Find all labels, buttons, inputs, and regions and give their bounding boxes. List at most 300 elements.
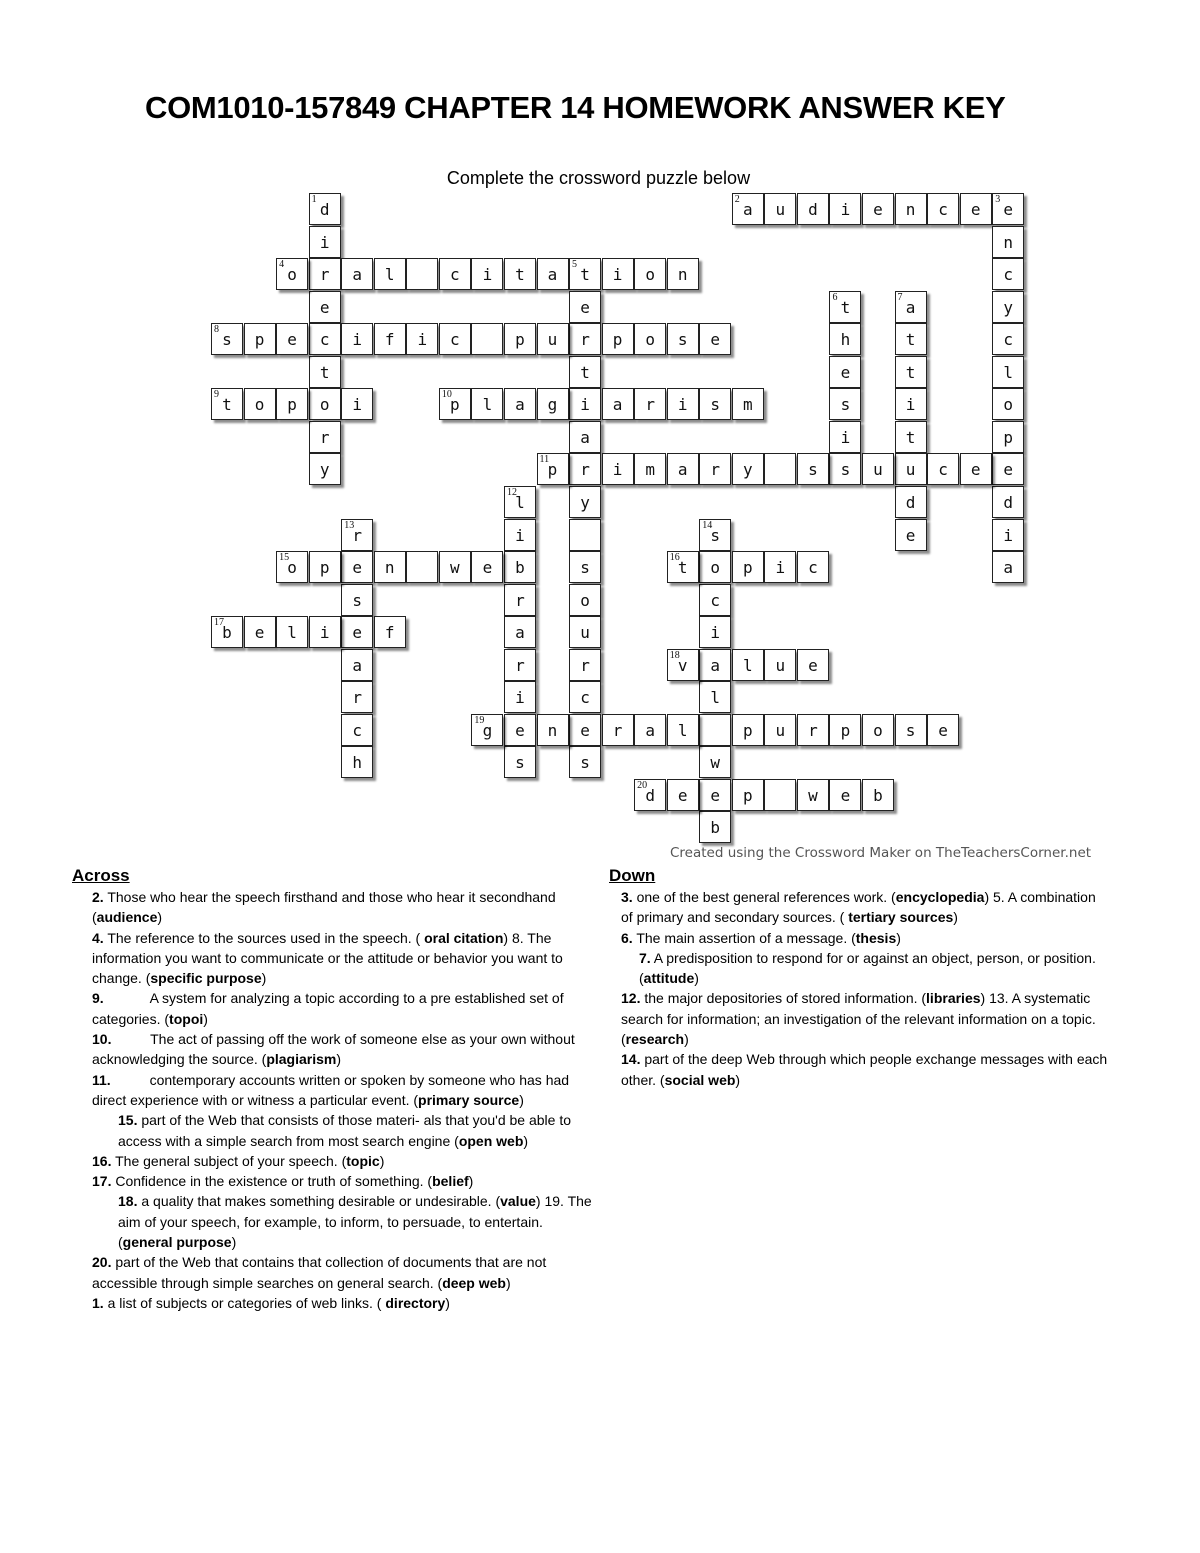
cell-letter: o [287, 265, 297, 285]
grid-cell [895, 519, 927, 551]
grid-cell [992, 551, 1024, 583]
cell-letter: i [612, 265, 623, 285]
cell-letter: i [677, 395, 688, 415]
grid-cell [895, 421, 927, 453]
grid-cell [244, 616, 276, 648]
cell-letter: a [547, 265, 558, 285]
down-clues [609, 865, 1112, 1090]
grid-cell [374, 258, 406, 290]
grid-cell [895, 486, 927, 518]
grid-cell [602, 453, 634, 485]
cell-letter: u [775, 655, 786, 675]
cell-letter: u [775, 720, 786, 740]
cell-letter: o [873, 720, 883, 740]
grid-cell [569, 453, 601, 485]
cell-letter: i [482, 265, 493, 285]
clue-answer: thesis [855, 929, 897, 946]
clue-text: ) [336, 1051, 342, 1068]
clue-number: 6. [621, 929, 633, 946]
cell-letter: l [287, 623, 297, 643]
across-clue [72, 1191, 596, 1252]
grid-cell [406, 258, 438, 290]
cell-letter: p [287, 395, 297, 415]
cell-letter: s [515, 753, 525, 773]
grid-cell [341, 681, 373, 713]
clue-text: ) [203, 1010, 208, 1027]
grid-cell [309, 323, 341, 355]
across-clue [72, 887, 592, 928]
cell-letter: r [808, 720, 818, 740]
grid-cell [992, 258, 1024, 290]
cell-letter: n [1003, 232, 1013, 252]
cell-letter: p [254, 330, 265, 350]
clue-text: A predisposition to respond for or against an object, person, or position. ( [639, 949, 1100, 987]
cell-letter: c [319, 330, 330, 350]
cell-letter: i [905, 395, 916, 415]
cell-letter: p [612, 330, 623, 350]
grid-cell [634, 323, 666, 355]
cell-letter: s [352, 590, 362, 610]
credit-line: Created using the Crossword Maker on TheTeachersCorner.net [670, 845, 1092, 861]
grid-cell [699, 649, 731, 681]
grid-cell [764, 193, 796, 225]
grid-cell [537, 258, 569, 290]
cell-letter: d [1003, 492, 1013, 512]
cell-number: 5 [572, 259, 578, 271]
cell-number: 4 [279, 259, 285, 271]
grid-cell [276, 616, 308, 648]
grid-cell [439, 388, 471, 420]
grid-cell [797, 453, 829, 485]
cell-letter: e [352, 623, 362, 643]
cell-letter: t [515, 265, 525, 285]
down-clue-list [609, 887, 1112, 1090]
grid-cell [341, 323, 373, 355]
clue-text: ) [445, 1294, 450, 1311]
grid-cell [341, 714, 373, 746]
grid-cell [732, 779, 764, 811]
grid-cell [992, 486, 1024, 518]
grid-cell [797, 551, 829, 583]
grid-cell [699, 714, 731, 746]
grid-cell [341, 616, 373, 648]
cell-letter: d [808, 200, 818, 219]
clue-number: 7. [639, 949, 651, 966]
clue-number: 12. [621, 990, 641, 1007]
cell-letter: i [612, 460, 623, 480]
cell-letter: a [580, 427, 590, 447]
cell-letter: i [840, 427, 851, 447]
cell-letter: r [580, 460, 590, 480]
cell-letter: i [352, 395, 362, 415]
cell-letter: e [808, 655, 818, 675]
cell-number: 11 [539, 454, 550, 466]
grid-cell [992, 226, 1024, 258]
cell-letter: e [1003, 200, 1013, 219]
grid-cell [667, 714, 699, 746]
clue-text: the major depositories of stored information. ( [640, 990, 927, 1007]
cell-letter: t [905, 362, 916, 382]
grid-cell [927, 453, 959, 485]
grid-cell [797, 714, 829, 746]
cell-letter: e [970, 460, 981, 480]
cell-letter: n [677, 265, 688, 285]
grid-cell [569, 584, 601, 616]
clue-answer: specific purpose [150, 970, 262, 987]
cell-letter: y [1003, 297, 1013, 317]
grid-cell [244, 388, 276, 420]
grid-cell [341, 388, 373, 420]
cell-letter: l [677, 720, 688, 740]
grid-cell [895, 356, 927, 388]
clue-text: ) 5. A combination of primary and secondary sources. ( [621, 889, 1100, 926]
grid-cell [569, 551, 601, 583]
cell-letter: s [840, 395, 851, 415]
across-clue [72, 1029, 592, 1070]
grid-cell [699, 811, 731, 843]
grid-cell [471, 388, 503, 420]
cell-letter: l [482, 395, 493, 415]
cell-letter: g [547, 395, 558, 415]
cell-letter: e [482, 558, 493, 578]
clue-text: part of the deep Web through which people exchange messages with each other. ( [621, 1051, 1112, 1088]
grid-cell [439, 258, 471, 290]
cell-letter: v [677, 655, 688, 675]
grid-cell [829, 193, 861, 225]
grid-cell [699, 746, 731, 778]
clue-answer: primary source [418, 1091, 520, 1108]
clue-answer: topic [346, 1152, 380, 1169]
grid-cell [309, 388, 341, 420]
grid-cell [732, 193, 764, 225]
grid-cell [764, 779, 796, 811]
grid-cell [309, 551, 341, 583]
cell-letter: o [319, 395, 330, 415]
cell-letter: l [710, 688, 721, 708]
grid-cell [699, 388, 731, 420]
cell-letter: s [580, 753, 590, 773]
cell-letter: a [352, 265, 362, 285]
grid-cell [569, 714, 601, 746]
grid-cell [504, 323, 536, 355]
grid-cell [829, 356, 861, 388]
cell-letter: w [710, 753, 721, 773]
grid-cell [374, 323, 406, 355]
grid-cell [667, 258, 699, 290]
cell-letter: o [645, 265, 655, 285]
grid-cell [569, 323, 601, 355]
grid-cell [569, 258, 601, 290]
clue-number: 11. [92, 1071, 111, 1088]
across-clue [72, 1151, 592, 1171]
cell-letter: i [710, 623, 721, 643]
cell-letter: o [645, 330, 655, 350]
cell-number: 1 [311, 194, 317, 205]
cell-letter: b [710, 818, 721, 838]
grid-cell [537, 453, 569, 485]
grid-cell [504, 519, 536, 551]
cell-letter: c [938, 460, 948, 480]
cell-letter: s [808, 460, 818, 480]
down-clue [609, 1049, 1112, 1090]
grid-cell [699, 519, 731, 551]
clue-text: ) [735, 1071, 741, 1088]
cell-letter: l [384, 265, 395, 285]
clue-number: 20. [92, 1254, 112, 1271]
grid-cell [764, 551, 796, 583]
cell-letter: t [319, 362, 330, 382]
clue-answer: plagiarism [266, 1051, 337, 1068]
clue-answer: general purpose [122, 1234, 232, 1251]
grid-cell [895, 453, 927, 485]
cell-letter: n [547, 720, 558, 740]
cell-number: 10 [441, 389, 452, 401]
clue-text: ) [523, 1132, 529, 1149]
grid-cell [862, 779, 894, 811]
cell-letter: e [580, 297, 590, 317]
cell-letter: e [352, 558, 362, 578]
clue-number: 17. [92, 1173, 112, 1190]
grid-cell [211, 388, 243, 420]
grid-cell [471, 258, 503, 290]
cell-letter: e [287, 330, 297, 350]
clue-text: ) [953, 909, 958, 926]
cell-letter: t [222, 395, 232, 415]
clue-text: Those who hear the speech firsthand and those who hear it secondhand ( [92, 889, 560, 926]
grid-cell [829, 323, 861, 355]
clue-text: ) [157, 909, 163, 926]
grid-cell [992, 421, 1024, 453]
cell-letter: s [710, 395, 721, 415]
cell-letter: i [580, 395, 590, 415]
clue-number: 14. [621, 1051, 641, 1068]
clue-text: Confidence in the existence or truth of something. ( [111, 1173, 433, 1190]
grid-cell [797, 649, 829, 681]
grid-cell [504, 616, 536, 648]
grid-cell [374, 616, 406, 648]
cell-letter: c [808, 558, 818, 578]
cell-letter: i [352, 330, 362, 350]
grid-cell [569, 388, 601, 420]
cell-letter: e [580, 720, 590, 740]
grid-cell [829, 714, 861, 746]
cell-letter: c [710, 590, 721, 610]
cell-letter: e [254, 623, 265, 643]
cell-letter: u [905, 460, 916, 480]
cell-number: 14 [702, 519, 713, 531]
grid-cell [471, 323, 503, 355]
across-clue-list [72, 887, 596, 1313]
grid-cell [569, 649, 601, 681]
grid-cell [504, 258, 536, 290]
clue-answer: audience [96, 909, 158, 926]
clue-answer: social web [664, 1071, 736, 1088]
grid-cell [504, 714, 536, 746]
cell-letter: p [515, 330, 525, 350]
grid-cell [537, 323, 569, 355]
clue-text: part of the Web that consists of those materi- als that you'd be able to access with a simple search from most search engine ( [118, 1112, 575, 1149]
clue-number: 10. [92, 1031, 112, 1048]
grid-cell [276, 323, 308, 355]
cell-letter: e [515, 720, 525, 740]
grid-cell [927, 193, 959, 225]
cell-letter: r [352, 688, 362, 708]
grid-cell [960, 193, 992, 225]
cell-letter: r [580, 655, 590, 675]
down-clue [609, 887, 1109, 928]
cell-number: 15 [279, 552, 290, 564]
grid-cell [309, 356, 341, 388]
cell-letter: c [352, 720, 362, 740]
grid-cell [309, 258, 341, 290]
cell-letter: i [840, 200, 851, 219]
clue-text: A system for analyzing a topic according to a pre established set of categories. ( [92, 990, 568, 1027]
grid-cell [829, 291, 861, 323]
grid-cell [341, 519, 373, 551]
clue-text: a list of subjects or categories of web links. ( [103, 1294, 386, 1311]
cell-letter: y [742, 460, 753, 480]
cell-letter: t [905, 330, 916, 350]
grid-cell [244, 323, 276, 355]
cell-number: 16 [669, 552, 680, 564]
clue-text: ) [694, 970, 699, 987]
clue-text: ) 13. A systematic search for information; an investigation of the relevant information on a topic. ( [621, 990, 1100, 1048]
cell-letter: s [677, 330, 688, 350]
down-clue [609, 928, 1109, 948]
clue-answer: belief [432, 1173, 469, 1190]
cell-letter: t [580, 362, 590, 382]
cell-letter: n [905, 200, 916, 219]
grid-cell [895, 323, 927, 355]
cell-letter: g [482, 720, 493, 740]
cell-letter: c [580, 688, 590, 708]
cell-letter: w [808, 785, 818, 805]
grid-cell [309, 226, 341, 258]
grid-cell [797, 779, 829, 811]
cell-letter: a [905, 297, 916, 317]
clue-text: ) [505, 1274, 511, 1291]
grid-cell [537, 388, 569, 420]
grid-cell [829, 779, 861, 811]
grid-cell [602, 258, 634, 290]
grid-cell [602, 714, 634, 746]
cell-number: 19 [474, 714, 485, 726]
clue-text: ) [896, 929, 901, 946]
cell-letter: i [319, 232, 330, 252]
cell-letter: e [873, 200, 883, 219]
clue-text: The main assertion of a message. ( [632, 929, 856, 946]
clue-text: The general subject of your speech. ( [111, 1152, 347, 1169]
grid-cell [634, 258, 666, 290]
clue-text: ) [261, 970, 267, 987]
grid-cell [927, 714, 959, 746]
grid-cell [374, 551, 406, 583]
clue-number: 3. [621, 889, 633, 905]
across-clue [72, 1252, 592, 1293]
grid-cell [504, 551, 536, 583]
cell-number: 12 [506, 486, 517, 498]
grid-cell [895, 193, 927, 225]
grid-cell [895, 291, 927, 323]
cell-letter: e [938, 720, 948, 740]
grid-cell [504, 388, 536, 420]
grid-cell [667, 779, 699, 811]
grid-cell [699, 616, 731, 648]
cell-number: 20 [637, 779, 648, 791]
grid-cell [309, 193, 341, 225]
grid-cell [537, 714, 569, 746]
grid-cell [602, 388, 634, 420]
grid-cell [667, 649, 699, 681]
grid-cell [569, 486, 601, 518]
grid-cell [862, 193, 894, 225]
across-clue [72, 1110, 592, 1151]
cell-letter: u [580, 623, 590, 643]
cell-letter: p [450, 395, 460, 415]
grid-cell [309, 291, 341, 323]
grid-cell [992, 291, 1024, 323]
grid-cell [992, 193, 1024, 225]
cell-letter: s [222, 330, 232, 350]
cell-number: 9 [214, 389, 219, 401]
cell-letter: e [840, 362, 851, 382]
grid-cell [992, 519, 1024, 551]
grid-cell [276, 388, 308, 420]
cell-number: 13 [344, 519, 355, 531]
cell-letter: c [938, 200, 948, 219]
cell-letter: a [645, 720, 655, 740]
cell-number: 8 [214, 324, 219, 336]
cell-letter: a [677, 460, 688, 480]
cell-letter: o [287, 558, 297, 578]
clue-answer: open web [458, 1132, 524, 1149]
grid-cell [504, 486, 536, 518]
clue-text: ) 19. The aim of your speech, for example, to inform, to persuade, to entertain. ( [118, 1193, 596, 1251]
cell-letter: p [319, 558, 330, 578]
cell-letter: l [742, 655, 753, 675]
cell-letter: d [645, 785, 655, 805]
grid-cell [960, 453, 992, 485]
clue-number: 1. [92, 1294, 104, 1311]
cell-letter: a [515, 395, 525, 415]
grid-cell [667, 453, 699, 485]
cell-number: 3 [995, 194, 1001, 205]
cell-letter: r [319, 265, 330, 285]
cell-letter: u [547, 330, 558, 350]
grid-cell [569, 746, 601, 778]
grid-cell [569, 356, 601, 388]
cell-letter: e [319, 297, 330, 317]
grid-cell [764, 714, 796, 746]
cell-letter: l [1003, 362, 1013, 382]
cell-letter: y [580, 492, 590, 512]
grid-cell [895, 714, 927, 746]
grid-cell [699, 453, 731, 485]
cell-letter: i [319, 623, 330, 643]
cell-letter: m [645, 460, 655, 480]
cell-letter: c [450, 265, 460, 285]
cell-letter: o [710, 558, 721, 578]
down-heading: Down [609, 866, 656, 885]
cell-letter: r [645, 395, 655, 415]
grid-cell [309, 421, 341, 453]
grid-cell [764, 453, 796, 485]
cell-letter: e [840, 785, 851, 805]
cell-letter: a [612, 395, 623, 415]
grid-cell [276, 258, 308, 290]
cell-number: 17 [214, 617, 224, 629]
grid-cell [471, 714, 503, 746]
